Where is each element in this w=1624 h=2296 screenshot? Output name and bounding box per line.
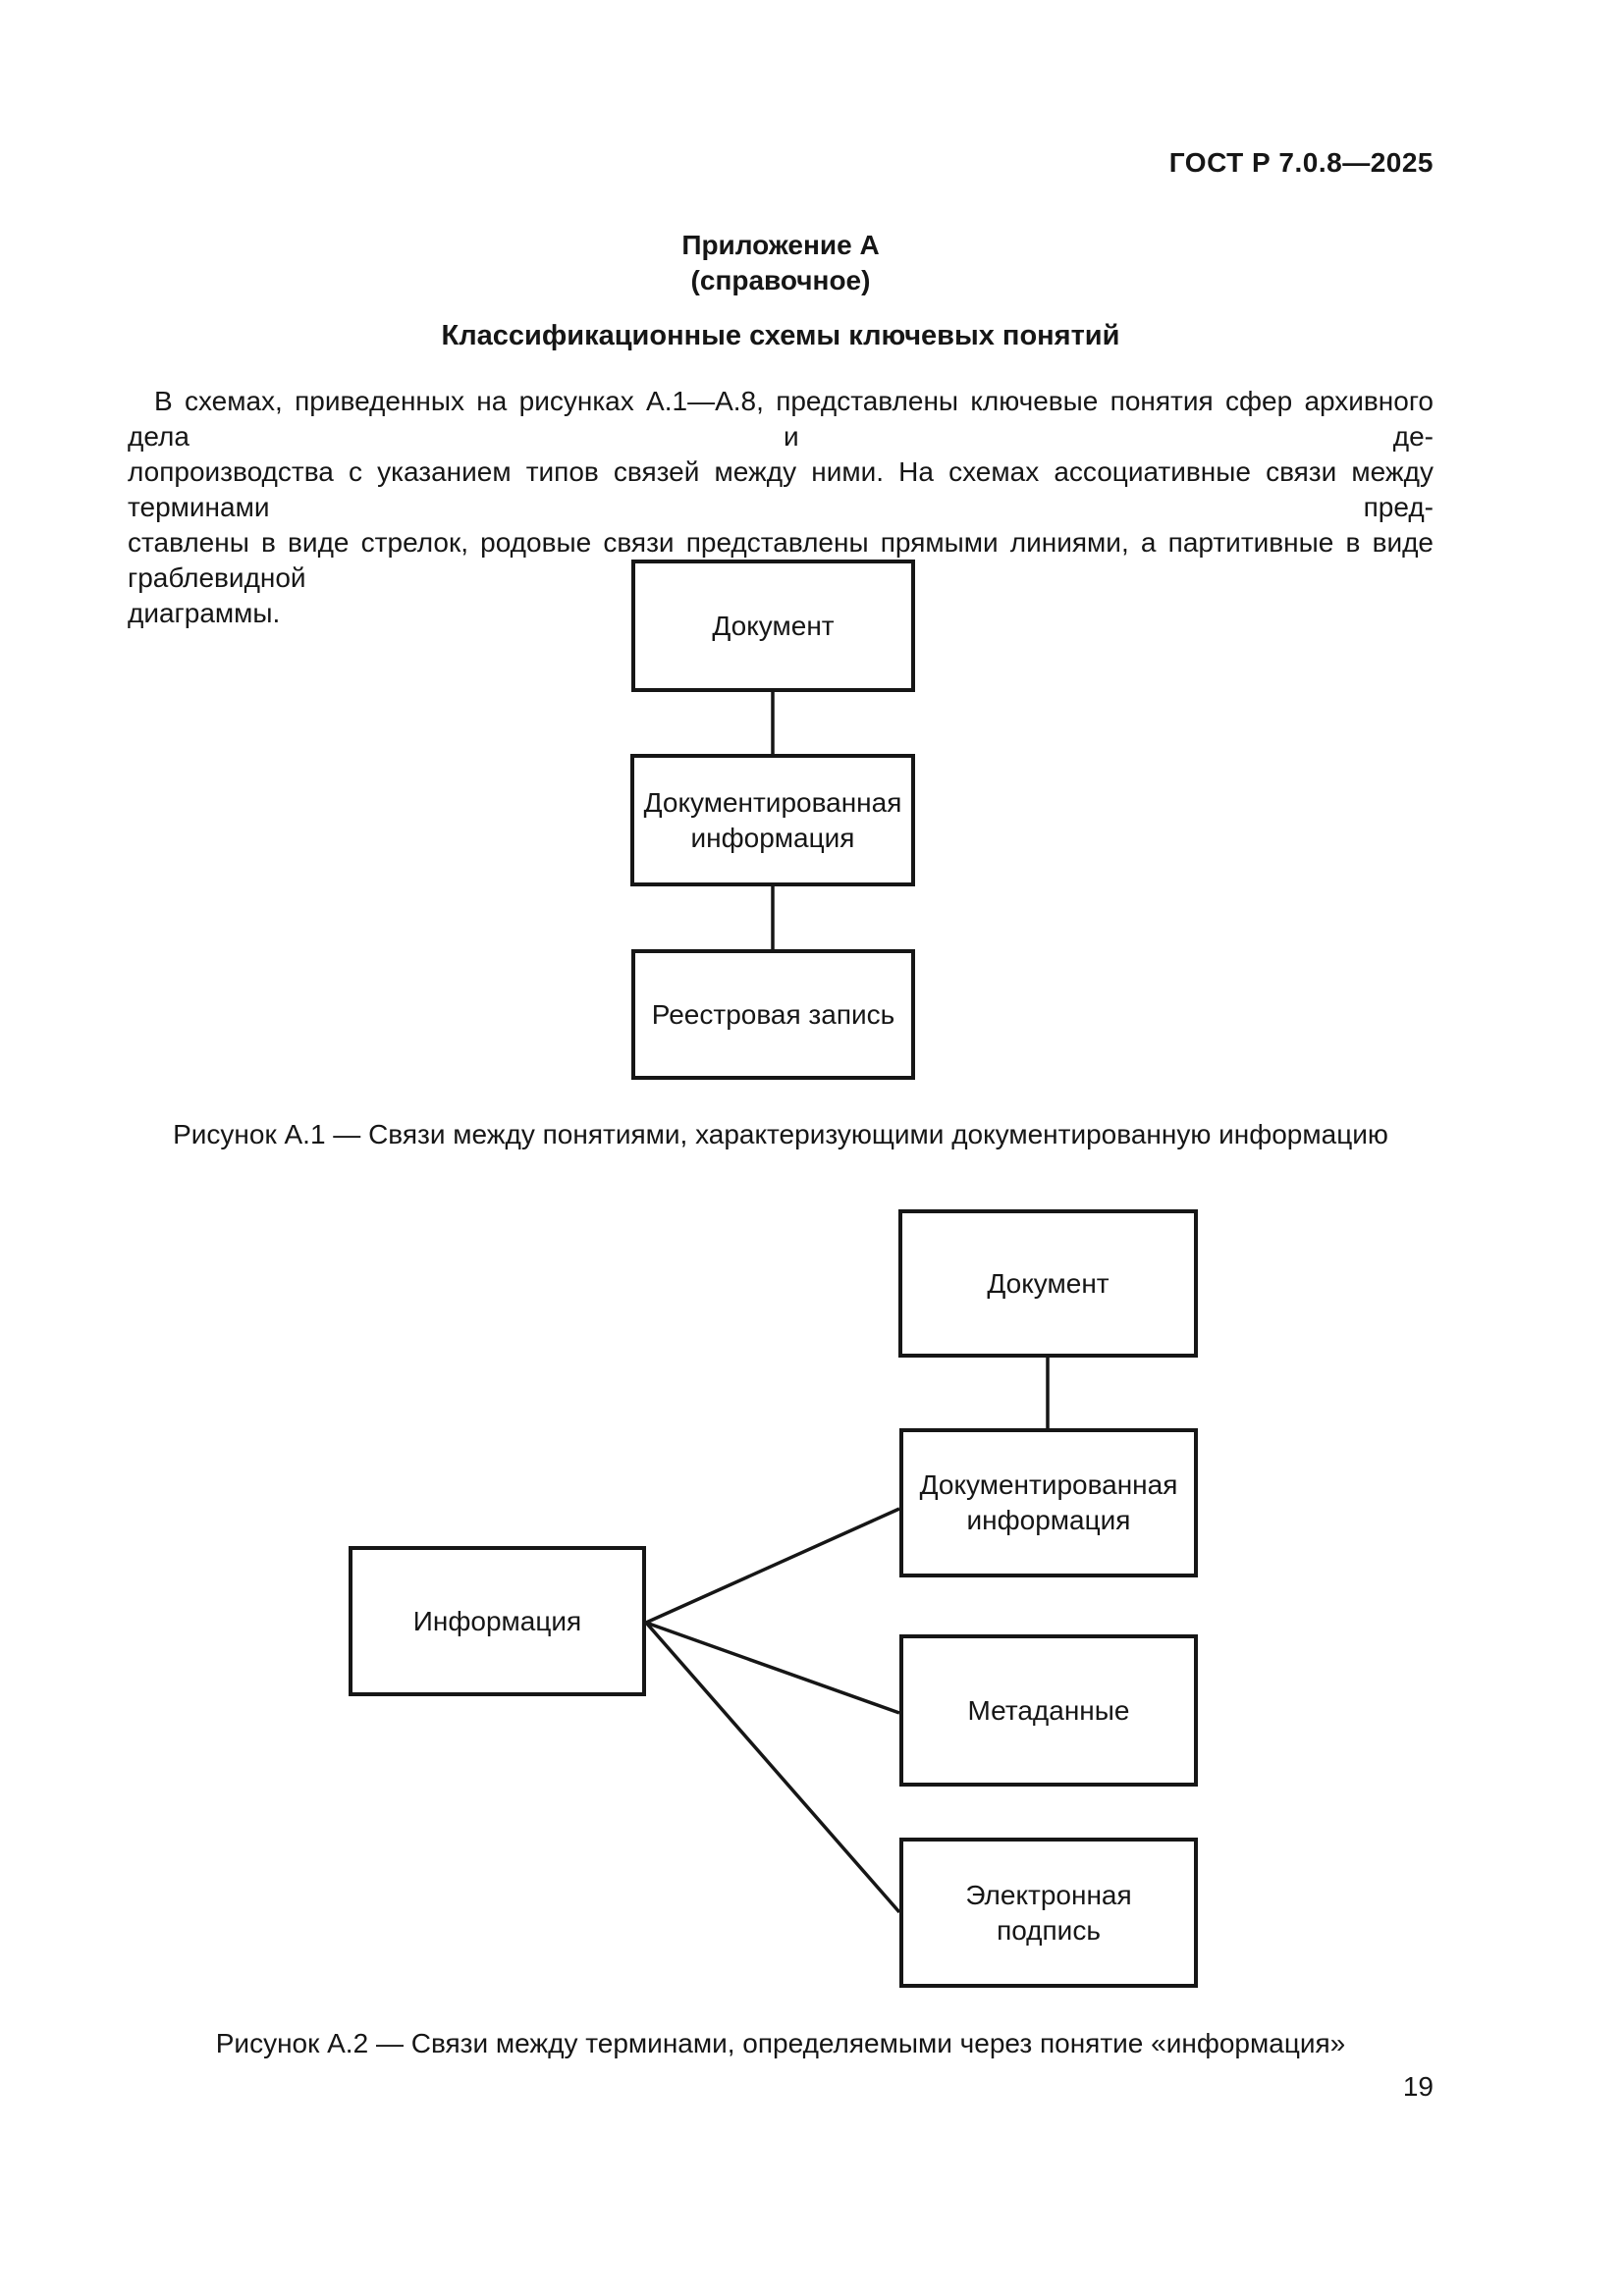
intro-line: В схемах, приведенных на рисунках А.1—А.8, представлены ключевые понятия сфер архивного дела и де- — [128, 386, 1434, 452]
standard-number: ГОСТ Р 7.0.8—2025 — [1168, 147, 1434, 178]
diagram-box-metadannye-a2 — [899, 1634, 1198, 1787]
box-label: Реестровая запись — [651, 998, 895, 1030]
figure-a2-caption: Рисунок А.2 — Связи между терминами, определяемыми через понятие «информация» — [215, 2028, 1346, 2058]
box-label: Документ — [987, 1267, 1110, 1299]
intro-line: лопроизводства с указанием типов связей между ними. На схемах ассоциативные связи между терминами пред- — [128, 456, 1434, 522]
box-label: Документированная информация — [919, 1469, 1178, 1535]
connector-a2-informaciya-metadannye — [646, 1623, 899, 1713]
appendix-label: Приложение А — [681, 230, 880, 260]
box-label: Документированная информация — [643, 786, 902, 853]
box-label: Электронная подпись — [965, 1879, 1132, 1946]
box-label: Документ — [712, 610, 835, 641]
appendix-sublabel: (справочное) — [690, 265, 871, 295]
intro-line: ставлены в виде стрелок, родовые связи представлены прямыми линиями, а партитивные в виде граблевидной — [128, 527, 1434, 593]
diagram-box-reestrovaya-zapis-a1 — [631, 949, 915, 1080]
connector-a2-informaciya-dokinfo — [646, 1509, 899, 1623]
diagram-box-dokumentirovannaya-informaciya-a1 — [630, 754, 915, 886]
diagram-box-elektronnaya-podpis-a2 — [899, 1838, 1198, 1988]
diagram-box-dokument-a2 — [898, 1209, 1198, 1358]
box-label: Метаданные — [967, 1694, 1130, 1726]
section-title: Классификационные схемы ключевых понятий — [441, 320, 1120, 351]
intro-line: диаграммы. — [128, 598, 281, 628]
box-label: Информация — [412, 1605, 582, 1636]
figure-a1-caption: Рисунок А.1 — Связи между понятиями, характеризующими документированную информацию — [173, 1119, 1388, 1149]
connector-a2-informaciya-elpodpis — [646, 1623, 899, 1912]
diagram-box-dokumentirovannaya-informaciya-a2 — [899, 1428, 1198, 1577]
diagram-box-dokument-a1 — [631, 560, 915, 692]
diagram-box-informaciya-a2 — [349, 1546, 646, 1696]
page-number: 19 — [1402, 2071, 1434, 2102]
